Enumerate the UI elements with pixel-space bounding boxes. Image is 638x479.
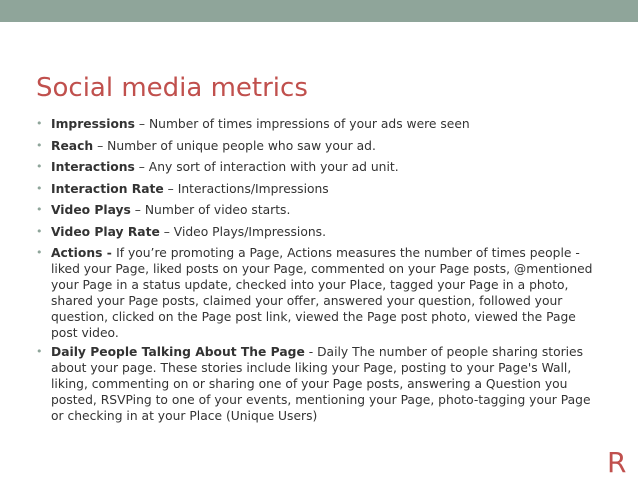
metric-separator: –	[93, 138, 108, 153]
metric-term: Daily People Talking About The Page	[51, 345, 305, 359]
logo: R	[607, 446, 627, 479]
slide-title: Social media metrics	[36, 73, 308, 104]
list-item	[36, 159, 596, 175]
metrics-list	[36, 116, 596, 430]
metric-term: Interaction Rate	[51, 181, 164, 196]
metric-description: Video Plays/Impressions.	[173, 224, 326, 239]
metric-separator: –	[130, 203, 145, 217]
list-item	[36, 224, 596, 240]
metric-description: Number of video starts.	[144, 203, 291, 217]
metric-description: Number of times impressions of your ads were seen	[148, 117, 470, 131]
bullet-icon: •	[36, 160, 43, 173]
header-band	[0, 0, 638, 22]
list-item	[36, 245, 596, 341]
metric-term: Reach	[51, 138, 94, 153]
list-item	[36, 344, 596, 424]
metric-description: Daily The number of people sharing stories about your page. These stories include liking your Page, posting to your Page's Wall, liking, commenting on or sharing one of your Page posts, answering a Question you posted, RSVPing to one of your events, mentioning your Page, photo-tagging your Page or checking in at your Place (Unique Users)	[51, 345, 591, 423]
metric-description: Interactions/Impressions	[177, 181, 329, 196]
metric-separator: –	[134, 117, 149, 131]
metric-separator: –	[163, 181, 178, 196]
metric-term: Actions -	[51, 246, 117, 260]
bullet-icon: •	[36, 345, 43, 358]
metric-term: Video Play Rate	[51, 224, 160, 239]
metric-term: Video Plays	[51, 203, 131, 217]
bullet-icon: •	[36, 224, 43, 238]
metric-description: Any sort of interaction with your ad unit.	[148, 160, 399, 174]
list-item	[36, 181, 596, 197]
bullet-icon: •	[36, 246, 43, 259]
metric-term: Impressions	[51, 117, 135, 131]
metric-separator: -	[304, 345, 318, 359]
bullet-icon: •	[36, 181, 43, 195]
list-item	[36, 138, 596, 154]
metric-description: Number of unique people who saw your ad.	[107, 138, 376, 153]
list-item	[36, 116, 596, 132]
bullet-icon: •	[36, 138, 43, 152]
metric-description: If you’re promoting a Page, Actions measures the number of times people - liked your Page, liked posts on your Page, commented on your Page posts, @mentioned your Page in a status update, checked into your Place, tagged your Page in a photo, shared your Page posts, claimed your offer, answered your question, followed your question, clicked on the Page post link, viewed the Page post photo, viewed the Page post video.	[51, 246, 593, 340]
metric-term: Interactions	[51, 160, 135, 174]
bullet-icon: •	[36, 203, 43, 216]
list-item	[36, 202, 596, 218]
bullet-icon: •	[36, 117, 43, 130]
metric-separator: –	[159, 224, 174, 239]
metric-separator: –	[134, 160, 149, 174]
